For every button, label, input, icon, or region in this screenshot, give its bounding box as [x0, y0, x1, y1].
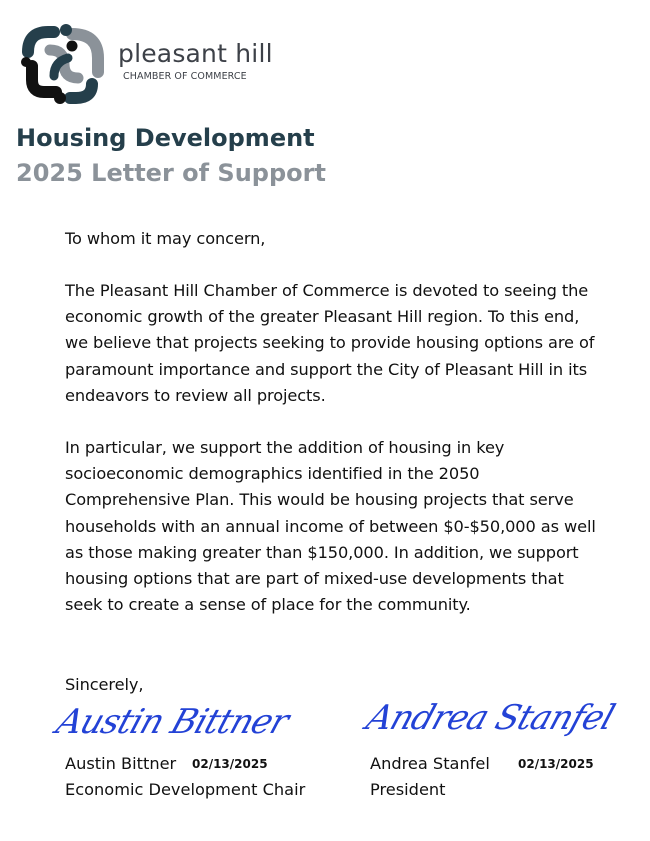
letter-paragraph-2: In particular, we support the addition of housing in key socioeconomic demographics identified in the 2050 Comprehensive Plan. This would be housing projects that serve households with an annual income of between $0-$50,000 as well as those making greater than $150,000. In addition, we support housing options that are part of mixed-use developments that seek to create a sense of place for the community. — [65, 438, 596, 615]
org-name: pleasant hill — [118, 39, 273, 68]
page-title: Housing Development — [16, 124, 315, 152]
org-subtitle: CHAMBER OF COMMERCE — [123, 71, 247, 82]
page-subtitle: 2025 Letter of Support — [16, 159, 326, 187]
signer-name: Austin Bittner — [65, 754, 177, 773]
chamber-logo-icon — [20, 22, 106, 106]
signer-title: President — [370, 780, 446, 799]
signer-title: Economic Development Chair — [65, 780, 306, 799]
signature-austin-bittner: Austin Bittner — [51, 702, 294, 742]
signature-date: 02/13/2025 — [518, 757, 594, 771]
signature-date: 02/13/2025 — [192, 757, 268, 771]
letter-greeting: To whom it may concern, — [65, 229, 266, 248]
signature-andrea-stanfel: Andrea Stanfel — [361, 698, 619, 738]
letter-paragraph-1: The Pleasant Hill Chamber of Commerce is devoted to seeing the economic growth of the greater Pleasant Hill region. To this end, we believe that projects seeking to provide housing options are of paramount importance and support the City of Pleasant Hill in its endeavors to review all projects. — [65, 281, 595, 405]
signer-name: Andrea Stanfel — [370, 754, 490, 773]
letter-closing: Sincerely, — [65, 675, 144, 694]
